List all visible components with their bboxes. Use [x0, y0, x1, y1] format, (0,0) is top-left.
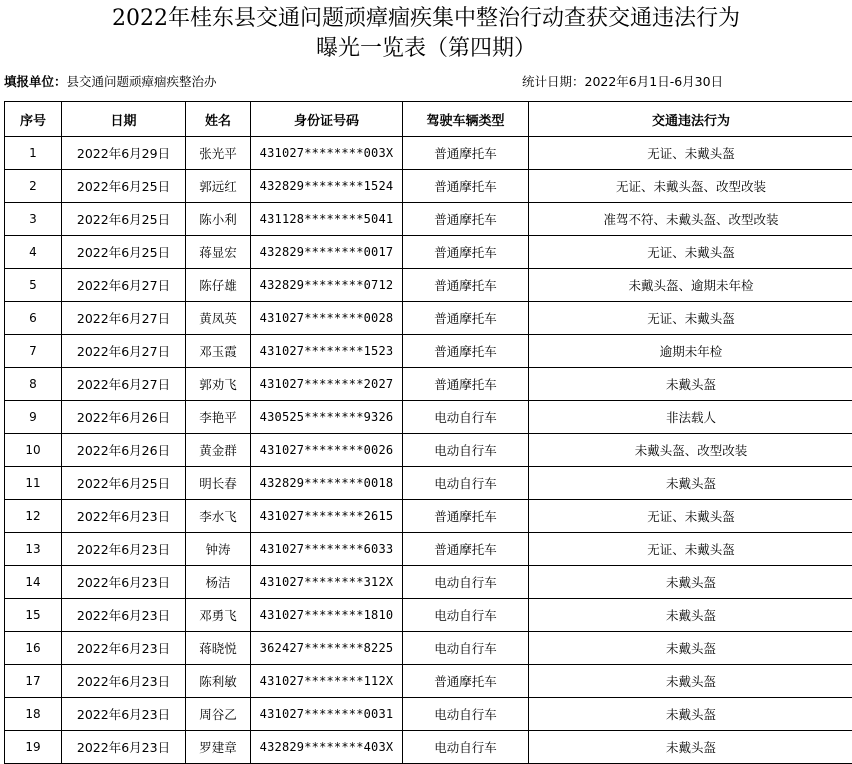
row-vehicle-type: 普通摩托车 — [403, 236, 529, 269]
row-date: 2022年6月27日 — [62, 302, 186, 335]
row-date: 2022年6月23日 — [62, 698, 186, 731]
row-id-number: 431027********2615 — [251, 500, 403, 533]
row-violation: 未戴头盔 — [529, 599, 852, 632]
row-violation: 无证、未戴头盔 — [529, 500, 852, 533]
row-date: 2022年6月25日 — [62, 236, 186, 269]
title-line-1: 2022年桂东县交通问题顽瘴痼疾集中整治行动查获交通违法行为 — [112, 6, 740, 31]
row-violation: 无证、未戴头盔、改型改装 — [529, 170, 852, 203]
row-name: 杨洁 — [186, 566, 251, 599]
header-date: 日期 — [62, 102, 186, 137]
reporter-info — [4, 73, 217, 91]
row-vehicle-type: 普通摩托车 — [403, 137, 529, 170]
row-id-number: 431027********6033 — [251, 533, 403, 566]
row-seq: 13 — [5, 533, 62, 566]
row-id-number: 431027********0026 — [251, 434, 403, 467]
table-header-row — [5, 102, 852, 137]
row-seq: 7 — [5, 335, 62, 368]
title-line-2: 曝光一览表（第四期） — [315, 36, 536, 61]
row-violation: 未戴头盔、改型改装 — [529, 434, 852, 467]
row-name: 陈小利 — [186, 203, 251, 236]
row-seq: 11 — [5, 467, 62, 500]
row-violation: 逾期未年检 — [529, 335, 852, 368]
row-violation: 未戴头盔 — [529, 632, 852, 665]
row-date: 2022年6月26日 — [62, 434, 186, 467]
row-violation: 未戴头盔 — [529, 665, 852, 698]
table-row — [5, 170, 852, 203]
row-name: 罗建章 — [186, 731, 251, 764]
row-date: 2022年6月23日 — [62, 599, 186, 632]
row-name: 郭劝飞 — [186, 368, 251, 401]
row-violation: 未戴头盔 — [529, 467, 852, 500]
row-date: 2022年6月23日 — [62, 500, 186, 533]
page-title — [0, 4, 852, 64]
row-vehicle-type: 电动自行车 — [403, 566, 529, 599]
row-vehicle-type: 普通摩托车 — [403, 335, 529, 368]
row-violation: 无证、未戴头盔 — [529, 236, 852, 269]
table-row — [5, 665, 852, 698]
header-id: 身份证号码 — [251, 102, 403, 137]
row-seq: 6 — [5, 302, 62, 335]
row-seq: 17 — [5, 665, 62, 698]
row-violation: 未戴头盔 — [529, 368, 852, 401]
row-vehicle-type: 普通摩托车 — [403, 203, 529, 236]
row-seq: 19 — [5, 731, 62, 764]
row-date: 2022年6月23日 — [62, 665, 186, 698]
row-name: 张光平 — [186, 137, 251, 170]
row-seq: 18 — [5, 698, 62, 731]
row-id-number: 430525********9326 — [251, 401, 403, 434]
row-id-number: 431027********112X — [251, 665, 403, 698]
row-id-number: 432829********403X — [251, 731, 403, 764]
row-vehicle-type: 电动自行车 — [403, 599, 529, 632]
row-name: 钟涛 — [186, 533, 251, 566]
header-name: 姓名 — [186, 102, 251, 137]
row-name: 蒋晓悦 — [186, 632, 251, 665]
table-row — [5, 335, 852, 368]
row-vehicle-type: 普通摩托车 — [403, 533, 529, 566]
row-vehicle-type: 电动自行车 — [403, 467, 529, 500]
row-date: 2022年6月23日 — [62, 533, 186, 566]
row-id-number: 431027********0031 — [251, 698, 403, 731]
row-id-number: 431027********003X — [251, 137, 403, 170]
row-seq: 4 — [5, 236, 62, 269]
row-seq: 15 — [5, 599, 62, 632]
row-vehicle-type: 普通摩托车 — [403, 170, 529, 203]
row-date: 2022年6月25日 — [62, 467, 186, 500]
table-row — [5, 137, 852, 170]
table-row — [5, 533, 852, 566]
row-name: 陈仔雄 — [186, 269, 251, 302]
table-row — [5, 236, 852, 269]
row-seq: 10 — [5, 434, 62, 467]
row-date: 2022年6月29日 — [62, 137, 186, 170]
table-row — [5, 467, 852, 500]
row-violation: 无证、未戴头盔 — [529, 137, 852, 170]
row-id-number: 431027********2027 — [251, 368, 403, 401]
row-name: 明长春 — [186, 467, 251, 500]
table-row — [5, 500, 852, 533]
row-id-number: 432829********1524 — [251, 170, 403, 203]
row-violation: 非法载人 — [529, 401, 852, 434]
row-name: 黄凤英 — [186, 302, 251, 335]
table-row — [5, 203, 852, 236]
reporter-value: 县交通问题顽瘴痼疾整治办 — [66, 74, 217, 89]
row-seq: 3 — [5, 203, 62, 236]
header-vehicle: 驾驶车辆类型 — [403, 102, 529, 137]
table-row — [5, 632, 852, 665]
header-violation: 交通违法行为 — [529, 102, 852, 137]
row-vehicle-type: 电动自行车 — [403, 632, 529, 665]
row-seq: 9 — [5, 401, 62, 434]
table-body — [5, 137, 852, 764]
stat-date: 统计日期：2022年6月1日-6月30日 — [522, 74, 724, 89]
row-violation: 未戴头盔 — [529, 698, 852, 731]
row-id-number: 432829********0712 — [251, 269, 403, 302]
row-vehicle-type: 普通摩托车 — [403, 665, 529, 698]
row-id-number: 431027********0028 — [251, 302, 403, 335]
row-vehicle-type: 普通摩托车 — [403, 368, 529, 401]
row-seq: 12 — [5, 500, 62, 533]
row-date: 2022年6月23日 — [62, 566, 186, 599]
row-date: 2022年6月26日 — [62, 401, 186, 434]
reporter-label: 填报单位： — [4, 74, 67, 89]
row-id-number: 362427********8225 — [251, 632, 403, 665]
table-row — [5, 401, 852, 434]
row-vehicle-type: 电动自行车 — [403, 698, 529, 731]
table-row — [5, 599, 852, 632]
row-vehicle-type: 普通摩托车 — [403, 302, 529, 335]
row-violation: 无证、未戴头盔 — [529, 533, 852, 566]
row-name: 邓勇飞 — [186, 599, 251, 632]
row-date: 2022年6月27日 — [62, 335, 186, 368]
row-id-number: 431128********5041 — [251, 203, 403, 236]
row-name: 周谷乙 — [186, 698, 251, 731]
row-vehicle-type: 电动自行车 — [403, 434, 529, 467]
row-name: 郭远红 — [186, 170, 251, 203]
row-vehicle-type: 电动自行车 — [403, 731, 529, 764]
row-date: 2022年6月27日 — [62, 368, 186, 401]
row-name: 李艳平 — [186, 401, 251, 434]
row-violation: 准驾不符、未戴头盔、改型改装 — [529, 203, 852, 236]
row-name: 邓玉霞 — [186, 335, 251, 368]
violation-table — [4, 101, 852, 764]
row-id-number: 431027********312X — [251, 566, 403, 599]
table-row — [5, 566, 852, 599]
row-seq: 16 — [5, 632, 62, 665]
table-row — [5, 698, 852, 731]
row-violation: 无证、未戴头盔 — [529, 302, 852, 335]
table-row — [5, 731, 852, 764]
table-row — [5, 434, 852, 467]
row-seq: 14 — [5, 566, 62, 599]
row-name: 黄金群 — [186, 434, 251, 467]
table-row — [5, 368, 852, 401]
row-id-number: 431027********1523 — [251, 335, 403, 368]
row-date: 2022年6月23日 — [62, 731, 186, 764]
row-seq: 2 — [5, 170, 62, 203]
row-id-number: 432829********0018 — [251, 467, 403, 500]
row-seq: 8 — [5, 368, 62, 401]
row-vehicle-type: 普通摩托车 — [403, 500, 529, 533]
row-date: 2022年6月25日 — [62, 170, 186, 203]
table-row — [5, 269, 852, 302]
row-date: 2022年6月23日 — [62, 632, 186, 665]
table-row — [5, 302, 852, 335]
row-seq: 1 — [5, 137, 62, 170]
row-name: 蒋显宏 — [186, 236, 251, 269]
row-vehicle-type: 电动自行车 — [403, 401, 529, 434]
row-name: 陈利敏 — [186, 665, 251, 698]
row-vehicle-type: 普通摩托车 — [403, 269, 529, 302]
header-seq: 序号 — [5, 102, 62, 137]
row-violation: 未戴头盔 — [529, 566, 852, 599]
row-id-number: 431027********1810 — [251, 599, 403, 632]
row-id-number: 432829********0017 — [251, 236, 403, 269]
row-violation: 未戴头盔、逾期未年检 — [529, 269, 852, 302]
row-seq: 5 — [5, 269, 62, 302]
row-date: 2022年6月27日 — [62, 269, 186, 302]
row-violation: 未戴头盔 — [529, 731, 852, 764]
row-name: 李水飞 — [186, 500, 251, 533]
row-date: 2022年6月25日 — [62, 203, 186, 236]
